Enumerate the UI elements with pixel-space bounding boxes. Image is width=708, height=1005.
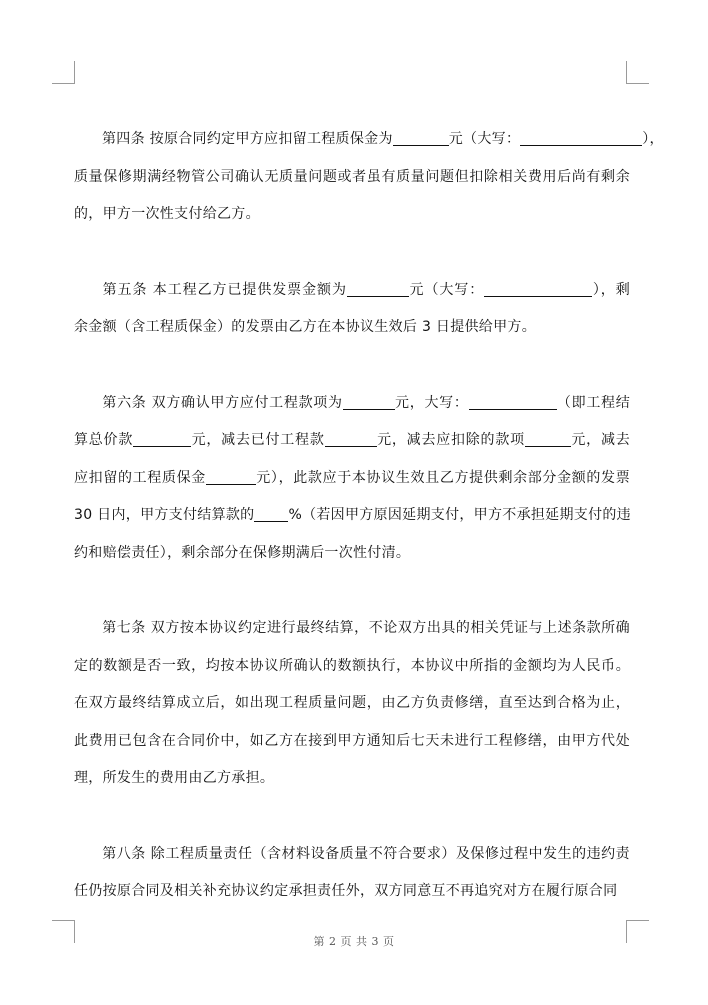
- article-7: [74, 610, 630, 798]
- text-segment: 元（大写：: [448, 131, 521, 147]
- paragraph-gap: [74, 234, 630, 272]
- text-line: [74, 760, 630, 798]
- text-segment: 任仍按原合同及相关补充协议约定承担责任外，双方同意互不再追究对方在履行原合同: [74, 883, 618, 899]
- fill-in-blank[interactable]: [254, 507, 288, 522]
- text-segment: 此费用已包含在合同价中，如乙方在接到甲方通知后七天未进行工程修缮，由甲方代处: [74, 732, 630, 749]
- text-segment: 质量保修期满经物管公司确认无质量问题或者虽有质量问题但扣除相关费用后尚有剩余: [74, 168, 630, 185]
- text-line: [74, 497, 630, 535]
- text-segment: 理，所发生的费用由乙方承担。: [74, 770, 275, 786]
- text-segment: 30 日内，甲方支付结算款的: [74, 507, 255, 523]
- text-segment: ），剩: [592, 281, 630, 298]
- text-line: [74, 121, 664, 159]
- text-segment: （即工程结: [556, 394, 631, 411]
- text-segment: 第七条 双方按本协议约定进行最终结算，不论双方出具的相关凭证与上述条款所确: [102, 620, 630, 636]
- page-number-footer: 第 2 页 共 3 页: [313, 935, 395, 948]
- text-segment: 第五条 本工程乙方已提供发票金额为: [102, 281, 347, 298]
- text-line: [74, 685, 630, 723]
- text-segment: 在双方最终结算成立后，如出现工程质量问题，由乙方负责修缮，直至达到合格为止，: [74, 695, 630, 711]
- paragraph-gap: [74, 798, 630, 836]
- fill-in-blank[interactable]: [525, 432, 571, 447]
- text-line: [74, 648, 630, 686]
- fill-in-blank[interactable]: [520, 131, 642, 146]
- paragraph-gap: [74, 347, 630, 385]
- text-line: [74, 385, 630, 423]
- text-line: [74, 873, 630, 911]
- text-line: [74, 309, 630, 347]
- fill-in-blank[interactable]: [393, 131, 449, 146]
- text-segment: 元，大写：: [394, 394, 469, 411]
- text-segment: 第八条 除工程质量责任（含材料设备质量不符合要求）及保修过程中发生的违约责: [102, 845, 630, 862]
- fill-in-blank[interactable]: [133, 432, 191, 447]
- text-segment: ），: [642, 131, 664, 147]
- document-body: [74, 121, 664, 911]
- fill-in-blank[interactable]: [206, 470, 256, 485]
- text-line: [74, 535, 630, 573]
- text-segment: 元，减去已付工程款: [191, 432, 325, 448]
- page-corner-mark-top-left: [52, 61, 75, 84]
- fill-in-blank[interactable]: [325, 432, 377, 447]
- text-segment: 元，减去: [570, 432, 631, 448]
- text-line: [74, 272, 630, 310]
- article-5: [74, 272, 630, 347]
- text-segment: 定的数额是否一致，均按本协议所确认的数额执行，本协议中所指的金额均为人民币。: [74, 657, 630, 674]
- article-4: [74, 121, 664, 234]
- paragraph-gap: [74, 572, 630, 610]
- article-8: [74, 836, 630, 911]
- text-line: [74, 610, 630, 648]
- page-corner-mark-top-right: [626, 61, 649, 84]
- text-segment: 第四条 按原合同约定甲方应扣留工程质保金为: [102, 131, 393, 147]
- text-segment: 元，减去应扣除的款项: [376, 432, 525, 448]
- text-segment: 的，甲方一次性支付给乙方。: [74, 206, 260, 222]
- article-6: [74, 385, 630, 573]
- text-segment: 约和赔偿责任），剩余部分在保修期满后一次性付清。: [74, 544, 411, 561]
- text-segment: 应扣留的工程质保金: [74, 469, 206, 486]
- text-line: [74, 196, 630, 234]
- fill-in-blank[interactable]: [469, 395, 557, 410]
- text-segment: 第六条 双方确认甲方应付工程款项为: [102, 394, 343, 411]
- text-line: [74, 159, 630, 197]
- text-line: [74, 460, 630, 498]
- text-segment: %（若因甲方原因延期支付，甲方不承担延期支付的违: [288, 507, 631, 523]
- text-line: [74, 422, 630, 460]
- text-line: [74, 836, 630, 874]
- text-segment: 余金额（含工程质保金）的发票由乙方在本协议生效后 3 日提供给甲方。: [74, 319, 537, 335]
- fill-in-blank[interactable]: [347, 282, 409, 297]
- text-segment: 算总价款: [74, 432, 134, 448]
- text-segment: 元），此款应于本协议生效且乙方提供剩余部分金额的发票: [255, 469, 630, 486]
- fill-in-blank[interactable]: [343, 395, 395, 410]
- text-line: [74, 723, 630, 761]
- text-segment: 元（大写：: [408, 281, 485, 298]
- fill-in-blank[interactable]: [484, 282, 592, 297]
